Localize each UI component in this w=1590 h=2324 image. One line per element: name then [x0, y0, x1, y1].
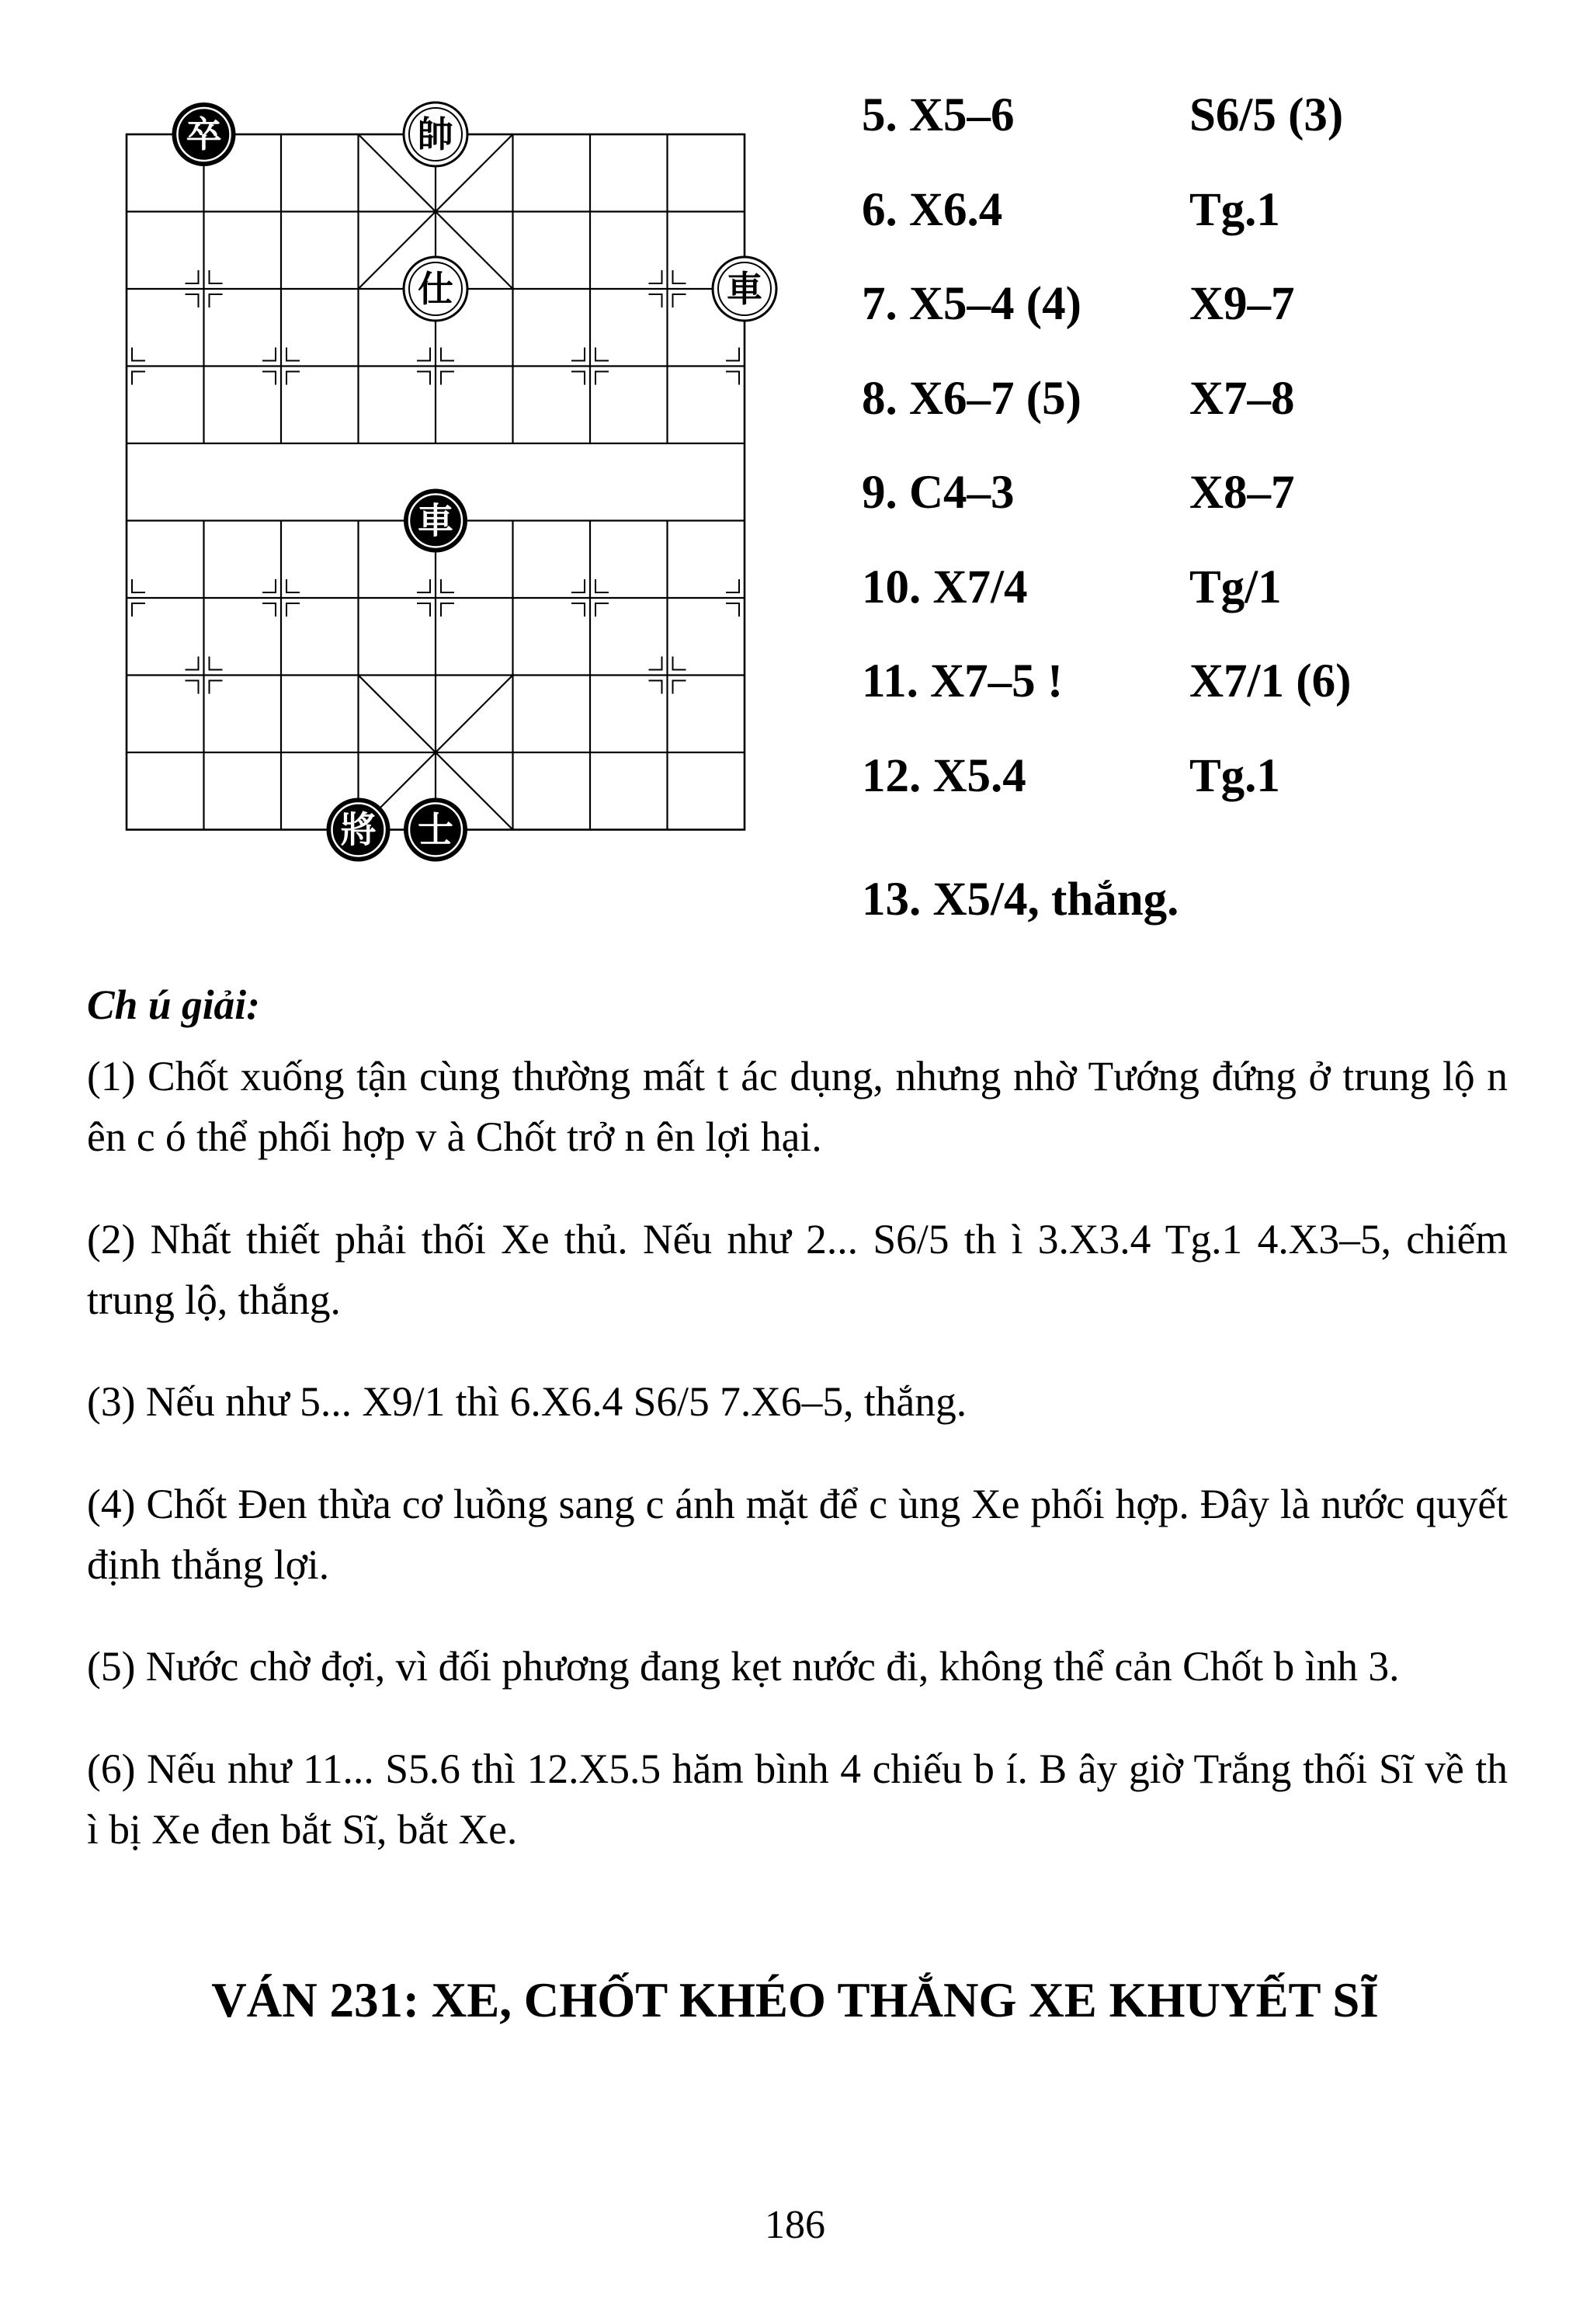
position-marker — [132, 372, 145, 385]
position-marker — [186, 657, 199, 670]
white-move: 6. X6.4 — [862, 183, 1003, 236]
xiangqi-board-diagram — [0, 0, 854, 885]
black-move: X7/1 (6) — [1189, 655, 1352, 707]
position-marker — [673, 270, 686, 283]
position-marker — [673, 681, 686, 694]
move-row — [862, 372, 1560, 470]
position-marker — [595, 603, 609, 617]
black-move: Tg/1 — [1189, 561, 1282, 613]
black-move: Tg.1 — [1189, 183, 1280, 236]
position-marker — [417, 603, 430, 617]
position-marker — [726, 348, 739, 361]
move-row — [862, 561, 1560, 658]
position-marker — [417, 348, 430, 361]
position-marker — [673, 657, 686, 670]
position-marker — [673, 294, 686, 307]
annotation-item: (6) Nếu như 11... S5.6 thì 12.X5.5 hăm bình 4 chiếu b í. B ây giờ Trắng thối Sĩ về th ì bị Xe đen bắt Sĩ, bắt Xe. — [87, 1745, 1508, 1853]
position-marker — [571, 348, 585, 361]
move-row — [862, 469, 1560, 564]
annotation-item: (2) Nhất thiết phải thối Xe thủ. Nếu như 2... S6/5 th ì 3.X3.4 Tg.1 4.X3–5, chiếm trung lộ, thắng. — [87, 1215, 1508, 1323]
white-move: 8. X6–7 (5) — [862, 372, 1081, 425]
position-marker — [441, 372, 454, 385]
move-row — [862, 183, 1560, 281]
piece-glyph: 士 — [418, 808, 453, 851]
position-marker — [726, 372, 739, 385]
position-marker — [286, 372, 300, 385]
position-marker — [286, 348, 300, 361]
white-move: 11. X7–5 ! — [862, 655, 1064, 707]
position-marker — [186, 681, 199, 694]
position-marker — [132, 579, 145, 592]
position-marker — [417, 372, 430, 385]
piece-glyph: 帥 — [418, 113, 453, 155]
black-move: X8–7 — [1189, 467, 1295, 519]
position-marker — [649, 681, 662, 694]
position-marker — [210, 657, 223, 670]
position-marker — [262, 579, 276, 592]
black-move: X7–8 — [1189, 372, 1295, 425]
annotations-section — [87, 974, 1508, 1874]
position-marker — [441, 579, 454, 592]
move-list — [862, 89, 1560, 846]
position-marker — [186, 294, 199, 307]
position-marker — [262, 603, 276, 617]
annotation-item: (1) Chốt xuống tận cùng thường mất t ác dụng, nhưng nhờ Tướng đứng ở trung lộ n ên c ó thể phối hợp v à Chốt trở n ên lợi hại. — [87, 1053, 1508, 1160]
position-marker — [571, 603, 585, 617]
white-move: 12. X5.4 — [862, 749, 1026, 802]
annotation-item: (5) Nước chờ đợi, vì đối phương đang kẹt nước đi, không thể cản Chốt b ình 3. — [87, 1643, 1400, 1690]
position-marker — [186, 270, 199, 283]
position-marker — [649, 294, 662, 307]
section-title: VÁN 231: XE, CHỐT KHÉO THẮNG XE KHUYẾT SĨ — [211, 1973, 1379, 2027]
piece-glyph: 卒 — [186, 113, 222, 155]
black-move: Tg.1 — [1189, 749, 1280, 802]
move-row — [862, 280, 1560, 375]
piece-glyph: 將 — [340, 808, 377, 851]
position-marker — [595, 579, 609, 592]
position-marker — [726, 603, 739, 617]
move-row — [862, 655, 1560, 752]
position-marker — [571, 579, 585, 592]
annotation-item: (3) Nếu như 5... X9/1 thì 6.X6.4 S6/5 7.X6–5, thắng. — [87, 1378, 967, 1425]
position-marker — [286, 603, 300, 617]
position-marker — [595, 372, 609, 385]
position-marker — [132, 603, 145, 617]
position-marker — [286, 579, 300, 592]
position-marker — [726, 579, 739, 592]
position-marker — [262, 372, 276, 385]
white-move: 5. X5–6 — [862, 89, 1015, 141]
move-row — [862, 89, 1560, 186]
annotations-title: Ch ú giải: — [87, 981, 260, 1028]
position-marker — [417, 579, 430, 592]
black-move: S6/5 (3) — [1189, 89, 1344, 141]
final-move: 13. X5/4, thắng. — [862, 874, 1179, 926]
annotation-item: (4) Chốt Đen thừa cơ luồng sang c ánh mặt để c ùng Xe phối hợp. Đây là nước quyết định thắng lợi. — [87, 1480, 1508, 1588]
piece-glyph: 仕 — [418, 268, 453, 310]
piece-glyph: 車 — [727, 268, 762, 310]
board-svg — [0, 0, 854, 885]
position-marker — [210, 294, 223, 307]
position-marker — [441, 348, 454, 361]
piece-glyph: 車 — [418, 499, 453, 542]
position-marker — [649, 270, 662, 283]
move-row — [862, 749, 1560, 847]
position-marker — [441, 603, 454, 617]
white-move: 7. X5–4 (4) — [862, 278, 1081, 330]
page-number: 186 — [765, 2203, 825, 2247]
white-move: 10. X7/4 — [862, 561, 1028, 613]
position-marker — [132, 348, 145, 361]
position-marker — [649, 657, 662, 670]
position-marker — [210, 270, 223, 283]
position-marker — [571, 372, 585, 385]
position-marker — [595, 348, 609, 361]
position-marker — [210, 681, 223, 694]
position-marker — [262, 348, 276, 361]
black-move: X9–7 — [1189, 278, 1295, 330]
white-move: 9. C4–3 — [862, 467, 1015, 519]
